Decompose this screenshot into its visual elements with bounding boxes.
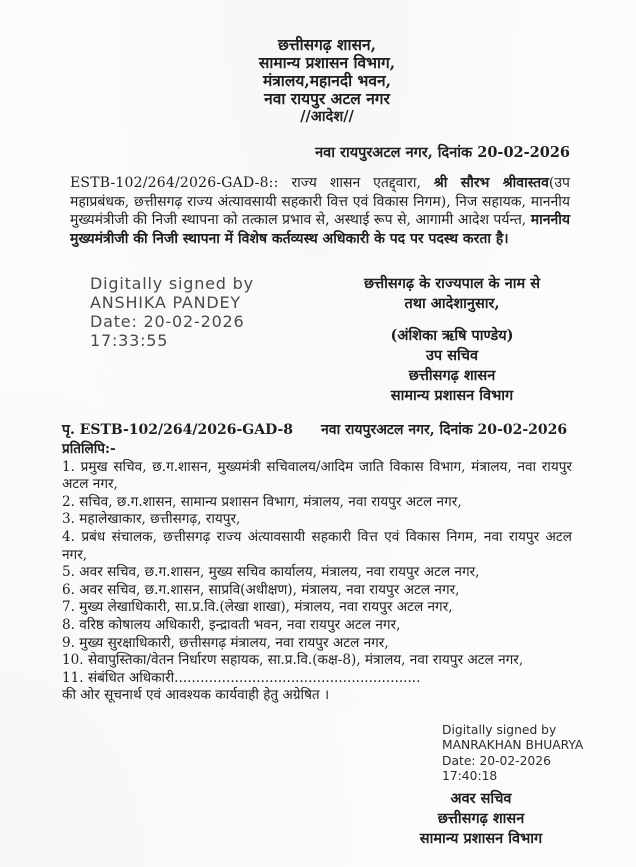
copy-item: 4. प्रबंध संचालक, छत्तीसगढ़ राज्य अंत्यावसायी सहकारी वित्त एवं विकास निगम, नवा रायपुर अटल नगर, <box>62 528 572 563</box>
signatory-designation: अवर सचिव <box>450 789 512 807</box>
spacer <box>302 314 602 326</box>
digital-signature-anshika <box>90 274 320 406</box>
endorsement-reference-line <box>62 420 636 439</box>
endorsement-place-date: नवा रायपुरअटल नगर, दिनांक 20-02-2026 <box>321 422 568 438</box>
copy-item: 5. अवर सचिव, छ.ग.शासन, मुख्य सचिव कार्यालय, मंत्रालय, नवा रायपुर अटल नगर, <box>62 564 480 581</box>
forwarding-line: की ओर सूचनार्थ एवं आवश्यक कार्यवाही हेतु अग्रेषित । <box>62 687 330 704</box>
copy-item: 10. सेवापुस्तिका/वेतन निर्धारण सहायक, सा.प्र.वि.(कक्ष-8), मंत्रालय, नवा रायपुर अटल नगर, <box>62 652 524 669</box>
order-reference-number: ESTB-102/264/2026-GAD-8:: <box>70 175 279 191</box>
signature-row <box>0 274 636 406</box>
order-title: //आदेश// <box>300 108 354 125</box>
signature-date: Date: 20-02-2026 <box>442 753 551 768</box>
authority-dept: सामान्य प्रशासन विभाग <box>390 387 514 404</box>
copy-item: 3. महालेखाकार, छत्तीसगढ़, रायपुर, <box>62 511 241 528</box>
signing-authority-block <box>302 274 602 406</box>
order-text-segment: राज्य शासन एतद्द्वारा, <box>278 175 434 191</box>
authority-name: (अंशिका ऋषि पाण्डेय) <box>390 327 514 344</box>
signature-date: Date: 20-02-2026 <box>90 312 245 331</box>
copy-item: 2. सचिव, छ.ग.शासन, सामान्य प्रशासन विभाग, मंत्रालय, नवा रायपुर अटल नगर, <box>62 493 462 510</box>
signature-line: Digitally signed by <box>442 722 557 737</box>
signatory-govt: छत्तीसगढ़ शासन <box>437 809 525 827</box>
endorsement-reference-number: पृ. ESTB-102/264/2026-GAD-8 <box>62 422 294 438</box>
copy-item: 8. वरिष्ठ कोषालय अधिकारी, इन्द्रावती भवन, नवा रायपुर अटल नगर, <box>62 616 401 633</box>
authority-line: छत्तीसगढ़ के राज्यपाल के नाम से <box>363 275 541 292</box>
letterhead-line: सामान्य प्रशासन विभाग, <box>258 53 396 72</box>
order-paragraph <box>70 174 570 248</box>
officer-name: श्री सौरभ श्रीवास्तव <box>433 175 549 191</box>
copy-item: 6. अवर सचिव, छ.ग.शासन, साप्रवि(अधीक्षण), मंत्रालय, नवा रायपुर अटल नगर, <box>62 581 460 598</box>
copy-item: 7. मुख्य लेखाधिकारी, सा.प्र.वि.(लेखा शाखा), मंत्रालय, नवा रायपुर अटल नगर, <box>62 599 453 616</box>
authority-line: तथा आदेशानुसार, <box>404 295 500 312</box>
digital-signature-text <box>442 723 612 785</box>
place-date-line: नवा रायपुरअटल नगर, दिनांक 20-02-2026 <box>315 144 570 161</box>
copy-to-list <box>62 441 572 687</box>
order-text-bold-segment: माननीय मुख्यमंत्रीजी की निजी स्थापना में विशेष कर्तव्यस्थ अधिकारी के पद पर पदस्थ करता है। <box>70 212 570 247</box>
signature-line: Digitally signed by <box>90 274 254 293</box>
copy-item: 1. प्रमुख सचिव, छ.ग.शासन, मुख्यमंत्री सचिवालय/आदिम जाति विकास विभाग, मंत्रालय, नवा रायपुर अटल नगर, <box>62 458 572 493</box>
signer-name: MANRAKHAN BHUARYA <box>442 738 584 753</box>
authority-designation: उप सचिव <box>425 347 479 364</box>
copy-item: 11. संबंधित अधिकारी......................................................... <box>62 669 421 686</box>
authority-govt: छत्तीसगढ़ शासन <box>408 367 496 384</box>
signatory-designation-block <box>350 789 612 849</box>
copy-to-label: प्रतिलिपि:- <box>62 441 116 457</box>
signer-name: ANSHIKA PANDEY <box>90 293 242 312</box>
letterhead-line: नवा रायपुर अटल नगर <box>264 89 390 108</box>
letterhead-line: छत्तीसगढ़ शासन, <box>278 35 376 54</box>
order-text-segment: (उप महाप्रबंधक, छत्तीसगढ़ राज्य अंत्यावसायी सहकारी वित्त एवं विकास निगम), निज सहायक, माननीय मुख्यमंत्रीजी की निजी स्थापना को तत्काल प्रभाव से, अस्थाई रूप से, आगामी आदेश पर्यन्त, <box>70 175 570 228</box>
letterhead-line: मंत्रालय,महानदी भवन, <box>262 71 391 90</box>
copy-item: 9. मुख्य सुरक्षाधिकारी, छत्तीसगढ़ मंत्रालय, नवा रायपुर अटल नगर, <box>62 634 389 651</box>
signature-time: 17:40:18 <box>442 769 498 784</box>
digital-signature-manrakhan <box>350 723 612 849</box>
signatory-dept: सामान्य प्रशासन विभाग <box>419 829 543 847</box>
letterhead <box>18 0 636 126</box>
signature-time: 17:33:55 <box>90 331 169 350</box>
